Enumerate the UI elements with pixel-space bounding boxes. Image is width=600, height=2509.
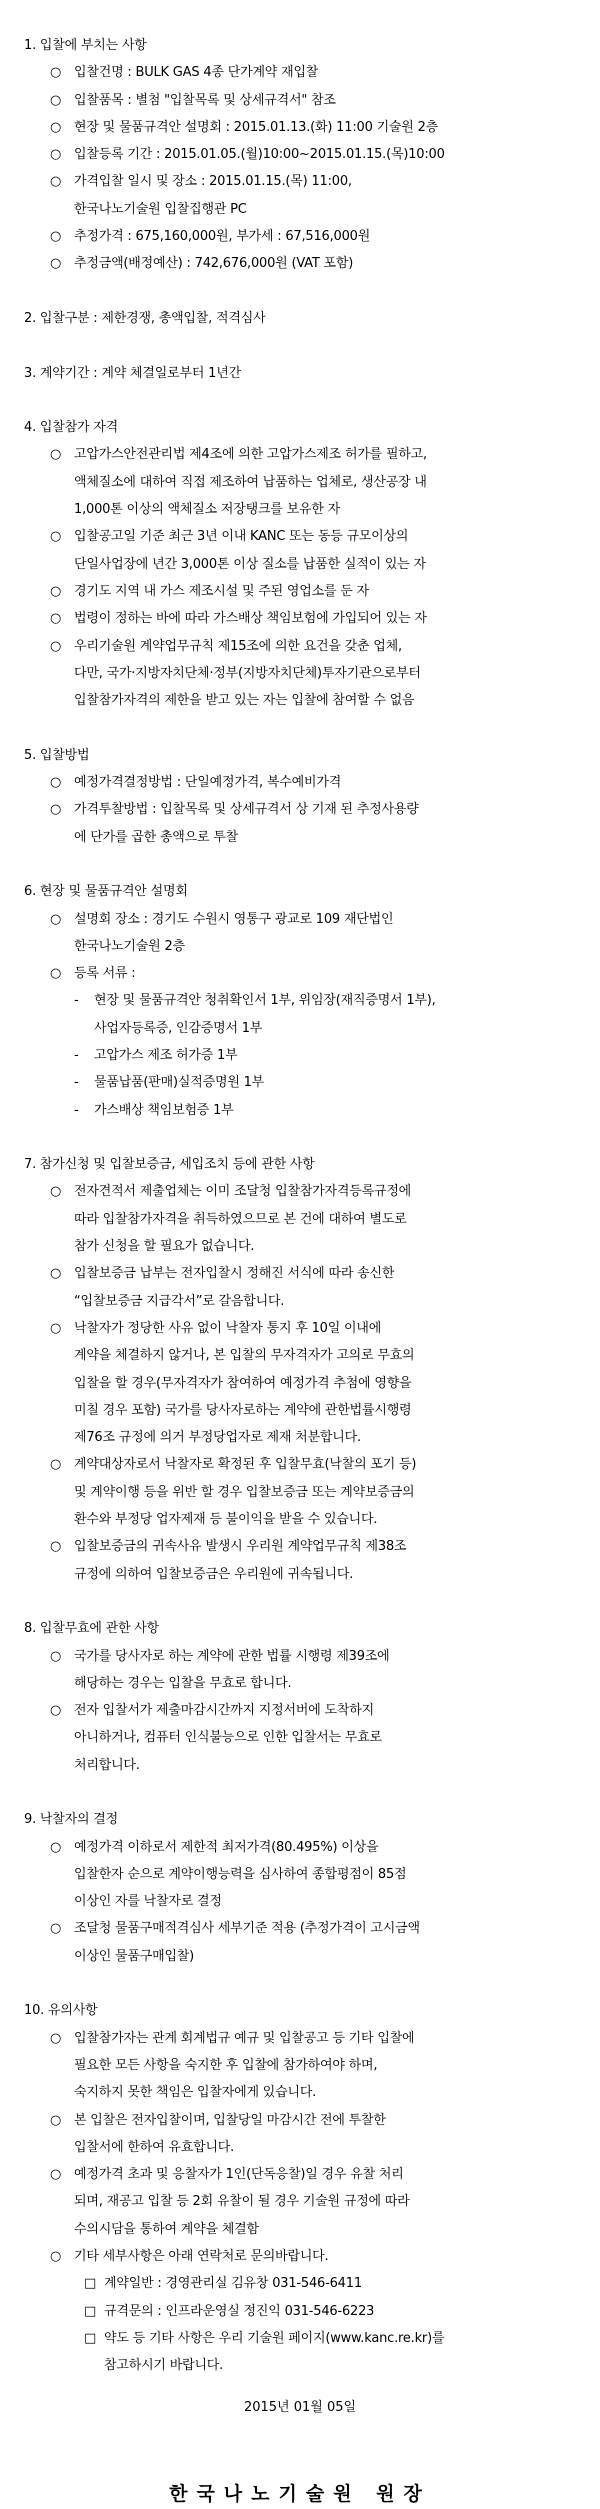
spacer bbox=[0, 714, 600, 741]
square-bullet-icon: □ bbox=[84, 2303, 97, 2319]
continuation-line: 되며, 재공고 입찰 등 2회 유찰이 될 경우 기술원 규정에 따라 bbox=[74, 2194, 410, 2210]
bullet-item: ○ 예정가격 초과 및 응찰자가 1인(단독응찰)일 경우 유찰 처리 bbox=[0, 2161, 600, 2188]
bullet-item: ○ 예정가격 이하로서 제한적 최저가격(80.495%) 이상을 bbox=[0, 1834, 600, 1861]
dash-item: - 고압가스 제조 허가증 1부 bbox=[0, 1042, 600, 1069]
contact-item-contract: □ 계약일반 : 경영관리실 김유창 031-546-6411 bbox=[0, 2270, 600, 2297]
circle-bullet-icon: ○ bbox=[50, 119, 62, 135]
circle-bullet-icon: ○ bbox=[50, 1703, 62, 1719]
bullet-item: ○ 설명회 장소 : 경기도 수원시 영통구 광교로 109 재단법인 bbox=[0, 906, 600, 933]
continuation-line: 입찰한자 순으로 계약이행능력을 심사하여 종합평점이 85점 bbox=[74, 1866, 407, 1882]
dash-item: - 물품납품(판매)실적증명원 1부 bbox=[0, 1069, 600, 1096]
section-heading-4: 4. 입찰참가 자격 bbox=[24, 420, 119, 436]
bullet-item: ○ 입찰공고일 기준 최근 3년 이내 KANC 또는 동등 규모이상의 bbox=[0, 523, 600, 550]
contact-item-website: □ 약도 등 기타 사항은 우리 기술원 페이지(www.kanc.re.kr)를 bbox=[0, 2325, 600, 2352]
dash-bullet-icon: - bbox=[74, 1047, 79, 1063]
bullet-item: ○ 추정가격 : 675,160,000원, 부가세 : 67,516,000원 bbox=[0, 223, 600, 250]
bullet-item: ○ 입찰품목 : 별첨 "입찰목록 및 상세규격서" 참조 bbox=[0, 87, 600, 114]
bullet-item: ○ 우리기술원 계약업무규칙 제15조에 의한 요건을 갖춘 업체, bbox=[0, 633, 600, 660]
continuation-line: 한국나노기술원 입찰집행관 PC bbox=[74, 201, 247, 217]
continuation-line: 한국나노기술원 2층 bbox=[74, 938, 185, 954]
dash-item: - 현장 및 물품규격안 청취확인서 1부, 위임장(재직증명서 1부), bbox=[0, 987, 600, 1014]
bullet-item: ○ 계약대상자로서 낙찰자로 확정된 후 입찰무효(낙찰의 포기 등) bbox=[0, 1451, 600, 1478]
continuation-line: 규정에 의하여 입찰보증금은 우리원에 귀속됩니다. bbox=[74, 1566, 354, 1582]
spacer bbox=[0, 278, 600, 305]
bullet-item: ○ 예정가격결정방법 : 단일예정가격, 복수예비가격 bbox=[0, 769, 600, 796]
section-heading-2: 2. 입찰구분 : 제한경쟁, 총액입찰, 적격심사 bbox=[24, 310, 266, 326]
bullet-item: ○ 국가를 당사자로 하는 계약에 관한 법률 시행령 제39조에 bbox=[0, 1643, 600, 1670]
bullet-item: ○ 전자견적서 제출업체는 이미 조달청 입찰참가자격등록규정에 bbox=[0, 1178, 600, 1205]
circle-bullet-icon: ○ bbox=[50, 1266, 62, 1282]
dash-item: - 가스배상 책임보험증 1부 bbox=[0, 1097, 600, 1124]
continuation-line: 이상인 자를 낙찰자로 결정 bbox=[74, 1894, 222, 1910]
circle-bullet-icon: ○ bbox=[50, 1839, 62, 1855]
dash-bullet-icon: - bbox=[74, 1075, 79, 1091]
bullet-item: ○ 전자 입찰서가 제출마감시간까지 지정서버에 도착하지 bbox=[0, 1697, 600, 1724]
continuation-line: 및 계약이행 등을 위반 할 경우 입찰보증금 또는 계약보증금의 bbox=[74, 1484, 415, 1500]
continuation-line: 계약을 체결하지 않거나, 본 입찰의 무자격자가 고의로 무효의 bbox=[74, 1348, 415, 1364]
circle-bullet-icon: ○ bbox=[50, 256, 62, 272]
bullet-item: ○ 가격입찰 일시 및 장소 : 2015.01.15.(목) 11:00, bbox=[0, 168, 600, 195]
contact-item-spec: □ 규격문의 : 인프라운영실 정진익 031-546-6223 bbox=[0, 2298, 600, 2325]
continuation-line: 1,000톤 이상의 액체질소 저장탱크를 보유한 자 bbox=[74, 502, 340, 518]
bullet-item: ○ 낙찰자가 정당한 사유 없이 낙찰자 통지 후 10일 이내에 bbox=[0, 1315, 600, 1342]
section-heading-1: 1. 입찰에 부치는 사항 bbox=[24, 38, 147, 53]
section-heading-3: 3. 계약기간 : 계약 체결일로부터 1년간 bbox=[24, 365, 241, 381]
bullet-item: ○ 경기도 지역 내 가스 제조시설 및 주된 영업소를 둔 자 bbox=[0, 578, 600, 605]
section-heading-10: 10. 유의사항 bbox=[24, 2003, 98, 2019]
continuation-line: 입찰서에 한하여 유효합니다. bbox=[74, 2139, 235, 2155]
continuation-line: 처리합니다. bbox=[74, 1757, 140, 1773]
circle-bullet-icon: ○ bbox=[50, 583, 62, 599]
circle-bullet-icon: ○ bbox=[50, 1648, 62, 1664]
circle-bullet-icon: ○ bbox=[50, 229, 62, 245]
bullet-item: ○ 입찰참가자는 관계 회계법규 예규 및 입찰공고 등 기타 입찰에 bbox=[0, 2025, 600, 2052]
continuation-line: 참고하시기 바랍니다. bbox=[104, 2358, 224, 2374]
spacer bbox=[0, 1124, 600, 1151]
bullet-item: ○ 입찰등록 기간 : 2015.01.05.(월)10:00~2015.01.15.(목)10:00 bbox=[0, 141, 600, 168]
continuation-line: “입찰보증금 지급각서”로 갈음합니다. bbox=[74, 1293, 285, 1309]
bullet-item: ○ 입찰보증금 납부는 전자입찰시 정해진 서식에 따라 송신한 bbox=[0, 1260, 600, 1287]
circle-bullet-icon: ○ bbox=[50, 529, 62, 545]
continuation-line: 입찰을 할 경우(무자격자가 참여하여 예정가격 추첨에 영향을 bbox=[74, 1375, 412, 1391]
continuation-line: 숙지하지 못한 책임은 입찰자에게 있습니다. bbox=[74, 2085, 317, 2101]
circle-bullet-icon: ○ bbox=[50, 966, 62, 982]
continuation-line: 따라 입찰참가자격을 취득하였으므로 본 건에 대하여 별도로 bbox=[74, 1211, 407, 1227]
circle-bullet-icon: ○ bbox=[50, 775, 62, 791]
square-bullet-icon: □ bbox=[84, 2330, 97, 2346]
spacer bbox=[0, 1588, 600, 1615]
continuation-line: 에 단가를 곱한 총액으로 투찰 bbox=[74, 829, 239, 845]
bid-notice-document bbox=[0, 32, 600, 2509]
spacer bbox=[0, 332, 600, 359]
bullet-item: ○ 고압가스안전관리법 제4조에 의한 고압가스제조 허가를 필하고, bbox=[0, 441, 600, 468]
continuation-line: 사업자등록증, 인감증명서 1부 bbox=[94, 1020, 263, 1036]
circle-bullet-icon: ○ bbox=[50, 911, 62, 927]
bullet-item: ○ 본 입찰은 전자입찰이며, 입찰당일 마감시간 전에 투찰한 bbox=[0, 2107, 600, 2134]
circle-bullet-icon: ○ bbox=[50, 1320, 62, 1336]
section-heading-6: 6. 현장 및 물품규격안 설명회 bbox=[24, 884, 188, 900]
spacer bbox=[0, 1779, 600, 1806]
spacer bbox=[0, 387, 600, 414]
continuation-line: 해당하는 경우는 입찰을 무효로 합니다. bbox=[74, 1675, 292, 1691]
bullet-item: ○ 추정금액(배정예산) : 742,676,000원 (VAT 포함) bbox=[0, 250, 600, 277]
bullet-item: ○ 가격투찰방법 : 입찰목록 및 상세규격서 상 기재 된 추정사용량 bbox=[0, 796, 600, 823]
circle-bullet-icon: ○ bbox=[50, 1539, 62, 1555]
circle-bullet-icon: ○ bbox=[50, 65, 62, 81]
circle-bullet-icon: ○ bbox=[50, 147, 62, 163]
square-bullet-icon: □ bbox=[84, 2276, 97, 2292]
dash-bullet-icon: - bbox=[74, 1102, 79, 1118]
circle-bullet-icon: ○ bbox=[50, 447, 62, 463]
circle-bullet-icon: ○ bbox=[50, 1921, 62, 1937]
circle-bullet-icon: ○ bbox=[50, 638, 62, 654]
bullet-item: ○ 입찰보증금의 귀속사유 발생시 우리원 계약업무규칙 제38조 bbox=[0, 1533, 600, 1560]
bullet-item: ○ 법령이 정하는 바에 따라 가스배상 책임보험에 가입되어 있는 자 bbox=[0, 605, 600, 632]
notice-date: 2015년 01월 05일 bbox=[243, 2399, 357, 2415]
continuation-line: 수의시담을 통하여 계약을 체결함 bbox=[74, 2221, 259, 2237]
spacer bbox=[0, 851, 600, 878]
section-heading-7: 7. 참가신청 및 입찰보증금, 세입조치 등에 관한 사항 bbox=[24, 1157, 315, 1173]
bullet-item: ○ 조달청 물품구매적격심사 세부기준 적용 (추정가격이 고시금액 bbox=[0, 1915, 600, 1942]
circle-bullet-icon: ○ bbox=[50, 174, 62, 190]
bullet-item: ○ 현장 및 물품규격안 설명회 : 2015.01.13.(화) 11:00 기술원 2층 bbox=[0, 114, 600, 141]
circle-bullet-icon: ○ bbox=[50, 2167, 62, 2183]
circle-bullet-icon: ○ bbox=[50, 1184, 62, 1200]
continuation-line: 필요한 모든 사항을 숙지한 후 입찰에 참가하여야 하며, bbox=[74, 2057, 378, 2073]
section-heading-8: 8. 입찰무효에 관한 사항 bbox=[24, 1621, 160, 1637]
section-heading-5: 5. 입찰방법 bbox=[24, 747, 90, 763]
bullet-item: ○ 입찰건명 : BULK GAS 4종 단가계약 재입찰 bbox=[0, 59, 600, 86]
issuer-signature: 한국나노기술원 원장 bbox=[169, 2482, 431, 2505]
circle-bullet-icon: ○ bbox=[50, 92, 62, 108]
bullet-item: ○ 등록 서류 : bbox=[0, 960, 600, 987]
continuation-line: 미칠 경우 포함) 국가를 당사자로하는 계약에 관한법률시행령 bbox=[74, 1402, 412, 1418]
continuation-line: 단일사업장에 년간 3,000톤 이상 질소를 납품한 실적이 있는 자 bbox=[74, 556, 426, 572]
continuation-line: 이상인 물품구매입찰) bbox=[74, 1948, 195, 1964]
continuation-line: 참가 신청을 할 필요가 없습니다. bbox=[74, 1239, 255, 1255]
dash-bullet-icon: - bbox=[74, 993, 79, 1009]
circle-bullet-icon: ○ bbox=[50, 2030, 62, 2046]
continuation-line: 환수와 부정당 업자제재 등 불이익을 받을 수 있습니다. bbox=[74, 1512, 378, 1528]
circle-bullet-icon: ○ bbox=[50, 2249, 62, 2265]
continuation-line: 입찰참가자격의 제한을 받고 있는 자는 입찰에 참여할 수 없음 bbox=[74, 693, 415, 709]
circle-bullet-icon: ○ bbox=[50, 802, 62, 818]
circle-bullet-icon: ○ bbox=[50, 1457, 62, 1473]
continuation-line: 제76조 규정에 의거 부정당업자로 제재 처분합니다. bbox=[74, 1430, 361, 1446]
continuation-line: 아니하거나, 컴퓨터 인식불능으로 인한 입찰서는 무효로 bbox=[74, 1730, 382, 1746]
circle-bullet-icon: ○ bbox=[50, 2112, 62, 2128]
continuation-line: 다만, 국가·지방자치단체·정부(지방자치단체)투자기관으로부터 bbox=[74, 665, 421, 681]
bullet-item: ○ 기타 세부사항은 아래 연락처로 문의바랍니다. bbox=[0, 2243, 600, 2270]
circle-bullet-icon: ○ bbox=[50, 611, 62, 627]
section-heading-9: 9. 낙찰자의 결정 bbox=[24, 1812, 119, 1828]
continuation-line: 액체질소에 대하여 직접 제조하여 납품하는 업체로, 생산공장 내 bbox=[74, 474, 427, 490]
spacer bbox=[0, 1970, 600, 1997]
